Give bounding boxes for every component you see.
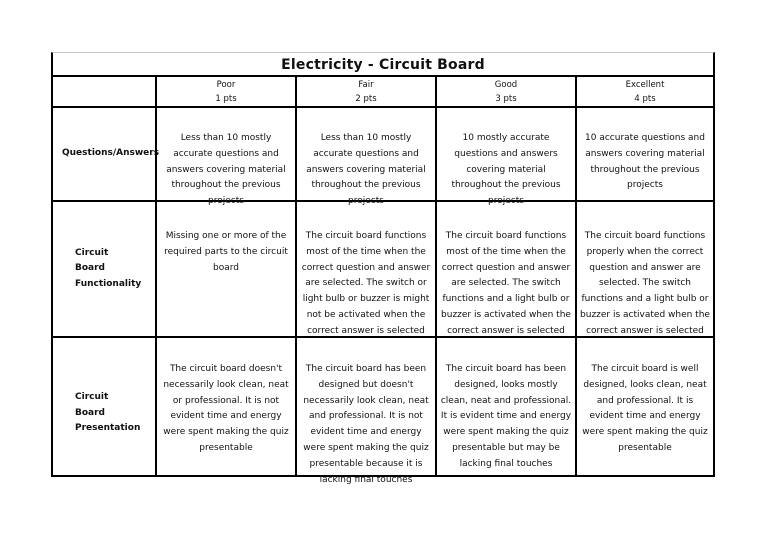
points-label: 1 pts	[215, 93, 237, 104]
criteria-label: Circuit Board Presentation	[51, 338, 155, 475]
criteria-row-functionality	[51, 200, 715, 336]
header-corner-cell	[51, 77, 155, 106]
level-label: Fair	[358, 79, 374, 90]
points-label: 2 pts	[355, 93, 377, 104]
title-row	[51, 52, 715, 75]
level-label: Poor	[216, 79, 236, 90]
rubric-cell: The circuit board functions most of the time when the correct question and answer are selected. The switch or light bulb or buzzer is might not be activated when the correct answer is selected	[295, 202, 435, 336]
header-cell-excellent	[575, 77, 715, 106]
criteria-row-questions-answers	[51, 106, 715, 207]
level-label: Excellent	[625, 79, 665, 90]
level-label: Good	[494, 79, 518, 90]
points-label: 3 pts	[495, 93, 517, 104]
points-label: 4 pts	[634, 93, 656, 104]
rubric-grid	[51, 75, 715, 485]
criteria-row-presentation	[51, 336, 715, 485]
rubric-cell: Missing one or more of the required parts to the circuit board	[155, 202, 295, 336]
header-cell-good	[435, 77, 575, 106]
criteria-label: Questions/Answers	[51, 108, 155, 200]
rubric-cell: The circuit board functions properly when the correct question and answer are selected. The switch functions and a light bulb or buzzer is activated when the correct answer is selected	[575, 202, 715, 336]
rubric-cell: Less than 10 mostly accurate questions and answers covering material throughout the previous projects	[155, 108, 295, 200]
header-row	[51, 75, 715, 106]
rubric-cell: The circuit board is well designed, looks clean, neat and professional. It is evident time and energy were spent making the quiz presentable	[575, 338, 715, 475]
criteria-label: Circuit Board Functionality	[51, 202, 155, 336]
rubric-cell: The circuit board doesn't necessarily look clean, neat or professional. It is not evident time and energy were spent making the quiz presentable	[155, 338, 295, 475]
rubric-cell: 10 accurate questions and answers covering material throughout the previous projects	[575, 108, 715, 200]
header-cell-fair	[295, 77, 435, 106]
header-cell-poor	[155, 77, 295, 106]
rubric-cell: 10 mostly accurate questions and answers covering material throughout the previous projects	[435, 108, 575, 200]
rubric-title: Electricity - Circuit Board	[281, 57, 485, 73]
rubric-cell: The circuit board has been designed, looks mostly clean, neat and professional. It is evident time and energy were spent making the quiz presentable but may be lacking final touches	[435, 338, 575, 475]
rubric-cell: The circuit board functions most of the time when the correct question and answer are selected. The switch functions and a light bulb or buzzer is activated when the correct answer is selected	[435, 202, 575, 336]
rubric-cell: Less than 10 mostly accurate questions and answers covering material throughout the previous projects	[295, 108, 435, 200]
rubric-cell: The circuit board has been designed but doesn't necessarily look clean, neat and professional. It is not evident time and energy were spent making the quiz presentable because it is lacking final touches	[295, 338, 435, 475]
